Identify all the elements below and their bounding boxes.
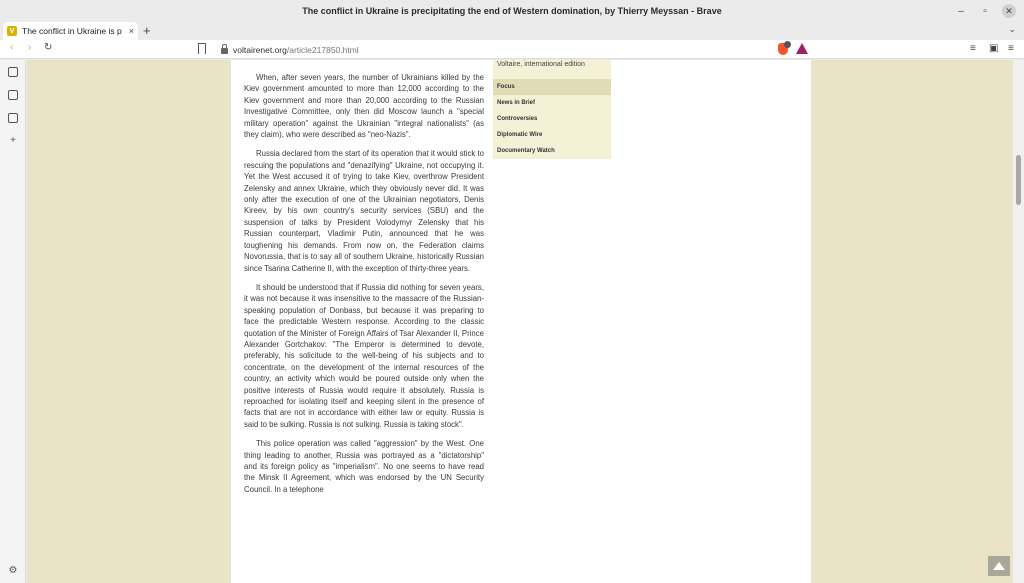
back-icon[interactable]: ‹ <box>10 42 14 53</box>
settings-gear-icon[interactable]: ⚙ <box>8 565 18 576</box>
page-scrollbar[interactable] <box>1013 60 1024 583</box>
cut-off-line <box>244 60 484 64</box>
bookmarks-icon[interactable] <box>8 90 18 100</box>
sidebar-toggle-icon[interactable]: ▣ <box>989 43 999 54</box>
article-paragraph: It should be understood that if Russia did nothing for seven years, it was not because it was insensitive to the massacre of the Russian-speaking population of Donbass, but because it was preparing to face the predictable Western response. According to the classic quotation of the Minister of Foreign Affairs of Tsar Alexander II, Prince Alexander Gortchakov: "The Emperor is determined to devote, preferably, his solicitude to the well-being of his subjects and to concentrate, on the development of the internal resources of the country, an activity which would be poured outside only when the positive interests of Russia would require it absolutely. Russia is reproached for isolating itself and keeping silent in the presence of facts that are not in accordance with either law or equity. Russia is said to be sulking. Russia is not sulking. Russia is taking stock". <box>244 282 484 429</box>
article-paragraph: This police operation was called "aggression" by the West. One thing leading to another, Russia was portrayed as a "dictatorship" and its foreign policy as "imperialism". No one seems to have read the Minsk II Agreement, which was endorsed by the UN Security Council. In a telephone <box>244 439 484 494</box>
tab-title: The conflict in Ukraine is p <box>22 26 122 36</box>
scroll-thumb[interactable] <box>1016 155 1021 205</box>
menu-item-documentary-watch[interactable]: Documentary Watch <box>497 148 555 154</box>
new-tab-icon[interactable]: + <box>143 23 151 38</box>
back-to-top-button[interactable] <box>988 556 1010 576</box>
reading-list-icon[interactable] <box>8 113 18 123</box>
section-menu <box>493 79 611 159</box>
browser-toolbar <box>0 40 1024 59</box>
article-container <box>231 60 811 583</box>
article-body <box>244 60 484 503</box>
article-paragraph: When, after seven years, the number of Ukrainians killed by the Kiev government amounted to more than 12,000 according to the Kiev government and more than 20,000 according to the Russian Investigative Committee, only then did Moscow launch a "special military operation" against the Ukrainian "integral nationalists" (as they claim), who were described as "neo-Nazis". <box>244 73 484 140</box>
close-window-icon[interactable]: ✕ <box>1002 4 1016 18</box>
edition-label: Voltaire, international edition <box>493 60 611 79</box>
menu-icon[interactable]: ≡ <box>1008 43 1014 54</box>
leo-chat-icon[interactable] <box>8 67 18 77</box>
bookmark-icon[interactable] <box>198 43 206 54</box>
right-sidebar <box>493 60 611 159</box>
lock-icon[interactable] <box>221 48 228 54</box>
window-controls <box>954 4 1016 18</box>
brave-shields-icon[interactable] <box>778 43 788 55</box>
playlist-icon[interactable]: ≡ <box>970 43 976 54</box>
window-title: The conflict in Ukraine is precipitating the end of Western domination, by Thierry Meyssan - Brave <box>302 6 722 16</box>
browser-sidebar <box>0 60 26 583</box>
tab-search-chevron-icon[interactable]: ⌄ <box>1008 24 1016 34</box>
brave-rewards-icon[interactable] <box>796 43 808 54</box>
menu-item-focus[interactable]: Focus <box>493 79 611 95</box>
menu-item-diplomatic-wire[interactable]: Diplomatic Wire <box>497 132 543 138</box>
shields-badge <box>784 41 791 48</box>
minimize-icon[interactable]: – <box>958 5 964 17</box>
menu-item-controversies[interactable]: Controversies <box>497 116 538 122</box>
url-text[interactable]: voltairenet.org/article217850.html <box>233 44 359 55</box>
reload-icon[interactable]: ↻ <box>44 42 53 53</box>
tab-strip <box>0 22 1024 40</box>
arrow-up-icon <box>993 562 1005 570</box>
article-paragraph: Russia declared from the start of its operation that it would stick to rescuing the populations and "denazifying" Ukraine, not occupying it. Yet the West accused it of trying to take Kiev, overthrow President Zelensky and annex Ukraine, which they obviously never did. It was only after the execution of one of the Ukrainian negotiators, Denis Kireev, by his own country's security services (SBU) and the suspension of talks by President Volodymyr Zelensky that his Russian counterpart, Vladimir Putin, announced that he was toughening his demands. From now on, the Federation claims Novorussia, that is to say all of southern Ukraine, historically Russian since Tsarina Catherine II, with the exception of thirty-three years. <box>244 149 484 273</box>
address-bar[interactable] <box>215 41 808 58</box>
active-tab[interactable] <box>3 22 138 40</box>
tab-close-icon[interactable]: × <box>128 26 134 36</box>
forward-icon[interactable]: › <box>28 42 32 53</box>
page-content <box>27 60 1013 583</box>
menu-item-news-in-brief[interactable]: News in Brief <box>497 100 536 106</box>
add-panel-icon[interactable]: + <box>10 135 16 146</box>
title-bar <box>0 0 1024 22</box>
site-favicon-icon: V <box>7 26 17 36</box>
maximize-icon[interactable]: ▫ <box>983 5 987 17</box>
